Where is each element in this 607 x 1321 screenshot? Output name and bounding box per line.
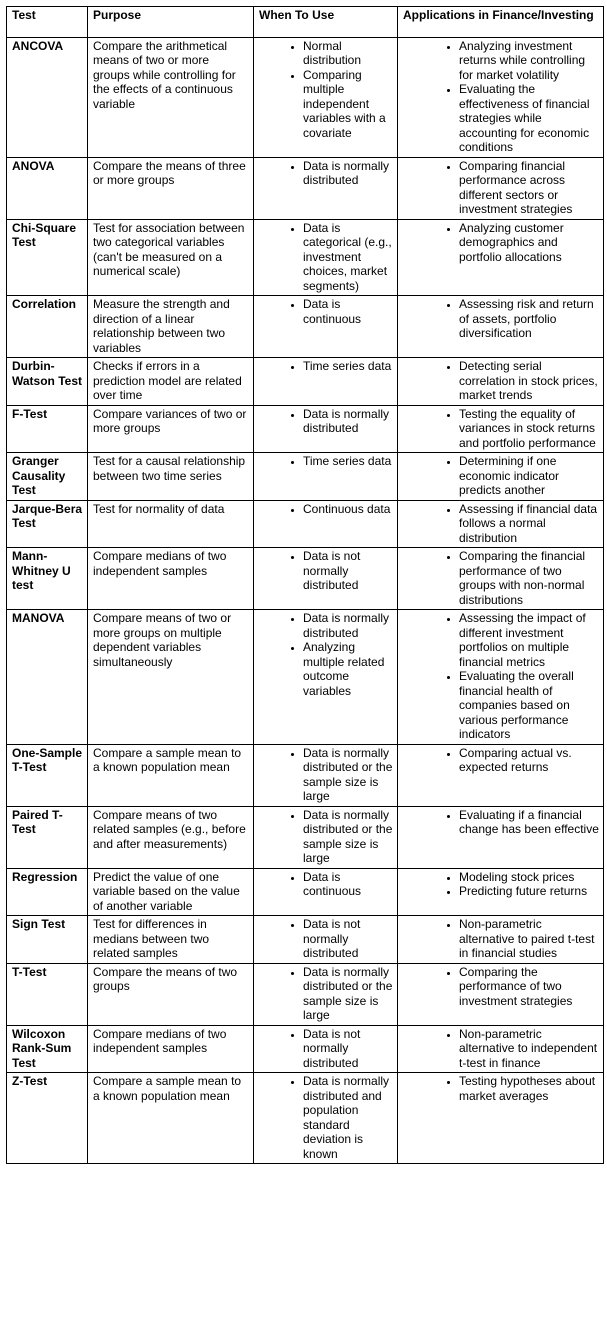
applications-cell [398, 500, 604, 548]
bullet-item: • Time series data [303, 454, 393, 469]
when-to-use-cell [254, 916, 398, 964]
table-row [7, 405, 604, 453]
table-body [7, 37, 604, 1164]
test-name-cell: Mann-Whitney U test [7, 548, 88, 610]
purpose-cell: Compare the means of two groups [88, 963, 254, 1025]
test-name-cell: T-Test [7, 963, 88, 1025]
applications-cell [398, 37, 604, 157]
table-row [7, 1025, 604, 1073]
table-row [7, 744, 604, 806]
test-name-cell: Durbin-Watson Test [7, 358, 88, 406]
table-row [7, 296, 604, 358]
applications-list [403, 297, 599, 341]
purpose-cell: Test for normality of data [88, 500, 254, 548]
bullet-item: • Analyzing customer demographics and portfolio allocations [459, 221, 599, 265]
when-to-use-list [259, 746, 393, 804]
bullet-item: • Non-parametric alternative to independent t-test in finance [459, 1027, 599, 1071]
bullet-item: • Comparing the performance of two investment strategies [459, 965, 599, 1009]
bullet-item: • Evaluating the effectiveness of financial strategies while accounting for economic conditions [459, 82, 599, 155]
when-to-use-list [259, 297, 393, 326]
bullet-item: • Assessing if financial data follows a normal distribution [459, 502, 599, 546]
applications-cell [398, 963, 604, 1025]
applications-cell [398, 806, 604, 868]
test-name-cell: ANCOVA [7, 37, 88, 157]
applications-list [403, 454, 599, 498]
test-name-cell: Chi-Square Test [7, 219, 88, 296]
applications-list [403, 917, 599, 961]
purpose-cell: Test for differences in medians between two related samples [88, 916, 254, 964]
table-row [7, 219, 604, 296]
applications-list [403, 611, 599, 742]
purpose-cell: Test for association between two categorical variables (can't be measured on a numerical scale) [88, 219, 254, 296]
bullet-item: • Assessing risk and return of assets, portfolio diversification [459, 297, 599, 341]
bullet-item: • Comparing multiple independent variables with a covariate [303, 68, 393, 141]
when-to-use-cell [254, 37, 398, 157]
bullet-item: • Evaluating if a financial change has been effective [459, 808, 599, 837]
table-row [7, 806, 604, 868]
applications-cell [398, 744, 604, 806]
when-to-use-list [259, 965, 393, 1023]
purpose-cell: Measure the strength and direction of a linear relationship between two variables [88, 296, 254, 358]
bullet-item: • Modeling stock prices [459, 870, 599, 885]
when-to-use-list [259, 159, 393, 188]
bullet-item: • Testing the equality of variances in stock returns and portfolio performance [459, 407, 599, 451]
when-to-use-cell [254, 358, 398, 406]
bullet-item: • Analyzing investment returns while controlling for market volatility [459, 39, 599, 83]
purpose-cell: Test for a causal relationship between two time series [88, 453, 254, 501]
purpose-cell: Compare a sample mean to a known population mean [88, 744, 254, 806]
bullet-item: • Data is normally distributed and population standard deviation is known [303, 1074, 393, 1161]
bullet-item: • Data is normally distributed or the sample size is large [303, 808, 393, 866]
statistical-tests-table [6, 6, 604, 1164]
bullet-item: • Data is normally distributed [303, 159, 393, 188]
purpose-cell: Checks if errors in a prediction model are related over time [88, 358, 254, 406]
when-to-use-list [259, 611, 393, 698]
when-to-use-cell [254, 219, 398, 296]
when-to-use-cell [254, 405, 398, 453]
test-name-cell: F-Test [7, 405, 88, 453]
applications-list [403, 808, 599, 837]
when-to-use-cell [254, 453, 398, 501]
table-row [7, 1073, 604, 1164]
table-row [7, 453, 604, 501]
bullet-item: • Data is categorical (e.g., investment choices, market segments) [303, 221, 393, 294]
table-row [7, 37, 604, 157]
when-to-use-list [259, 1027, 393, 1071]
bullet-item: • Comparing financial performance across different sectors or investment strategies [459, 159, 599, 217]
when-to-use-list [259, 549, 393, 593]
applications-cell [398, 358, 604, 406]
purpose-cell: Compare the arithmetical means of two or more groups while controlling for the effects of a continuous variable [88, 37, 254, 157]
when-to-use-cell [254, 157, 398, 219]
applications-list [403, 39, 599, 155]
table-row [7, 868, 604, 916]
applications-list [403, 870, 599, 899]
applications-cell [398, 868, 604, 916]
bullet-item: • Detecting serial correlation in stock prices, market trends [459, 359, 599, 403]
applications-list [403, 746, 599, 775]
applications-cell [398, 548, 604, 610]
purpose-cell: Compare a sample mean to a known population mean [88, 1073, 254, 1164]
table-row [7, 610, 604, 745]
purpose-cell: Compare means of two related samples (e.g., before and after measurements) [88, 806, 254, 868]
table-row [7, 963, 604, 1025]
bullet-item: • Data is normally distributed or the sample size is large [303, 746, 393, 804]
purpose-cell: Compare medians of two independent samples [88, 1025, 254, 1073]
purpose-cell: Compare variances of two or more groups [88, 405, 254, 453]
when-to-use-list [259, 407, 393, 436]
when-to-use-cell [254, 1025, 398, 1073]
applications-list [403, 965, 599, 1009]
col-header-when-to-use: When To Use [254, 7, 398, 38]
bullet-item: • Data is normally distributed [303, 407, 393, 436]
applications-list [403, 502, 599, 546]
test-name-cell: ANOVA [7, 157, 88, 219]
when-to-use-cell [254, 963, 398, 1025]
table-row [7, 500, 604, 548]
applications-list [403, 1027, 599, 1071]
bullet-item: • Data is not normally distributed [303, 917, 393, 961]
bullet-item: • Data is continuous [303, 297, 393, 326]
bullet-item: • Non-parametric alternative to paired t-test in financial studies [459, 917, 599, 961]
when-to-use-list [259, 1074, 393, 1161]
applications-list [403, 1074, 599, 1103]
when-to-use-list [259, 359, 393, 374]
col-header-test: Test [7, 7, 88, 38]
purpose-cell: Compare medians of two independent samples [88, 548, 254, 610]
when-to-use-list [259, 39, 393, 141]
bullet-item: • Comparing actual vs. expected returns [459, 746, 599, 775]
bullet-item: • Data is normally distributed or the sample size is large [303, 965, 393, 1023]
bullet-item: • Time series data [303, 359, 393, 374]
col-header-applications: Applications in Finance/Investing [398, 7, 604, 38]
bullet-item: • Analyzing multiple related outcome variables [303, 640, 393, 698]
test-name-cell: Correlation [7, 296, 88, 358]
applications-cell [398, 405, 604, 453]
bullet-item: • Determining if one economic indicator predicts another [459, 454, 599, 498]
bullet-item: • Evaluating the overall financial health of companies based on various performance indicators [459, 669, 599, 742]
bullet-item: • Data is not normally distributed [303, 549, 393, 593]
bullet-item: • Testing hypotheses about market averages [459, 1074, 599, 1103]
table-row [7, 548, 604, 610]
test-name-cell: Z-Test [7, 1073, 88, 1164]
table-header-row [7, 7, 604, 38]
when-to-use-cell [254, 500, 398, 548]
applications-cell [398, 1025, 604, 1073]
table-row [7, 916, 604, 964]
applications-cell [398, 296, 604, 358]
test-name-cell: One-Sample T-Test [7, 744, 88, 806]
applications-cell [398, 453, 604, 501]
when-to-use-cell [254, 548, 398, 610]
test-name-cell: Paired T-Test [7, 806, 88, 868]
col-header-purpose: Purpose [88, 7, 254, 38]
when-to-use-cell [254, 296, 398, 358]
bullet-item: • Assessing the impact of different investment portfolios on multiple financial metrics [459, 611, 599, 669]
purpose-cell: Predict the value of one variable based on the value of another variable [88, 868, 254, 916]
applications-list [403, 221, 599, 265]
purpose-cell: Compare the means of three or more groups [88, 157, 254, 219]
test-name-cell: Granger Causality Test [7, 453, 88, 501]
when-to-use-cell [254, 868, 398, 916]
bullet-item: • Predicting future returns [459, 884, 599, 899]
applications-cell [398, 916, 604, 964]
applications-list [403, 407, 599, 451]
purpose-cell: Compare means of two or more groups on multiple dependent variables simultaneously [88, 610, 254, 745]
table-row [7, 358, 604, 406]
when-to-use-list [259, 808, 393, 866]
applications-cell [398, 157, 604, 219]
bullet-item: • Data is continuous [303, 870, 393, 899]
test-name-cell: Jarque-Bera Test [7, 500, 88, 548]
bullet-item: • Continuous data [303, 502, 393, 517]
bullet-item: • Data is normally distributed [303, 611, 393, 640]
table-row [7, 157, 604, 219]
test-name-cell: Sign Test [7, 916, 88, 964]
applications-list [403, 359, 599, 403]
test-name-cell: Regression [7, 868, 88, 916]
when-to-use-list [259, 870, 393, 899]
applications-cell [398, 1073, 604, 1164]
bullet-item: • Comparing the financial performance of two groups with non-normal distributions [459, 549, 599, 607]
applications-cell [398, 610, 604, 745]
when-to-use-cell [254, 744, 398, 806]
when-to-use-cell [254, 1073, 398, 1164]
when-to-use-cell [254, 806, 398, 868]
applications-list [403, 159, 599, 217]
applications-list [403, 549, 599, 607]
when-to-use-list [259, 917, 393, 961]
applications-cell [398, 219, 604, 296]
when-to-use-cell [254, 610, 398, 745]
test-name-cell: MANOVA [7, 610, 88, 745]
when-to-use-list [259, 221, 393, 294]
test-name-cell: Wilcoxon Rank-Sum Test [7, 1025, 88, 1073]
when-to-use-list [259, 502, 393, 517]
bullet-item: • Normal distribution [303, 39, 393, 68]
bullet-item: • Data is not normally distributed [303, 1027, 393, 1071]
when-to-use-list [259, 454, 393, 469]
